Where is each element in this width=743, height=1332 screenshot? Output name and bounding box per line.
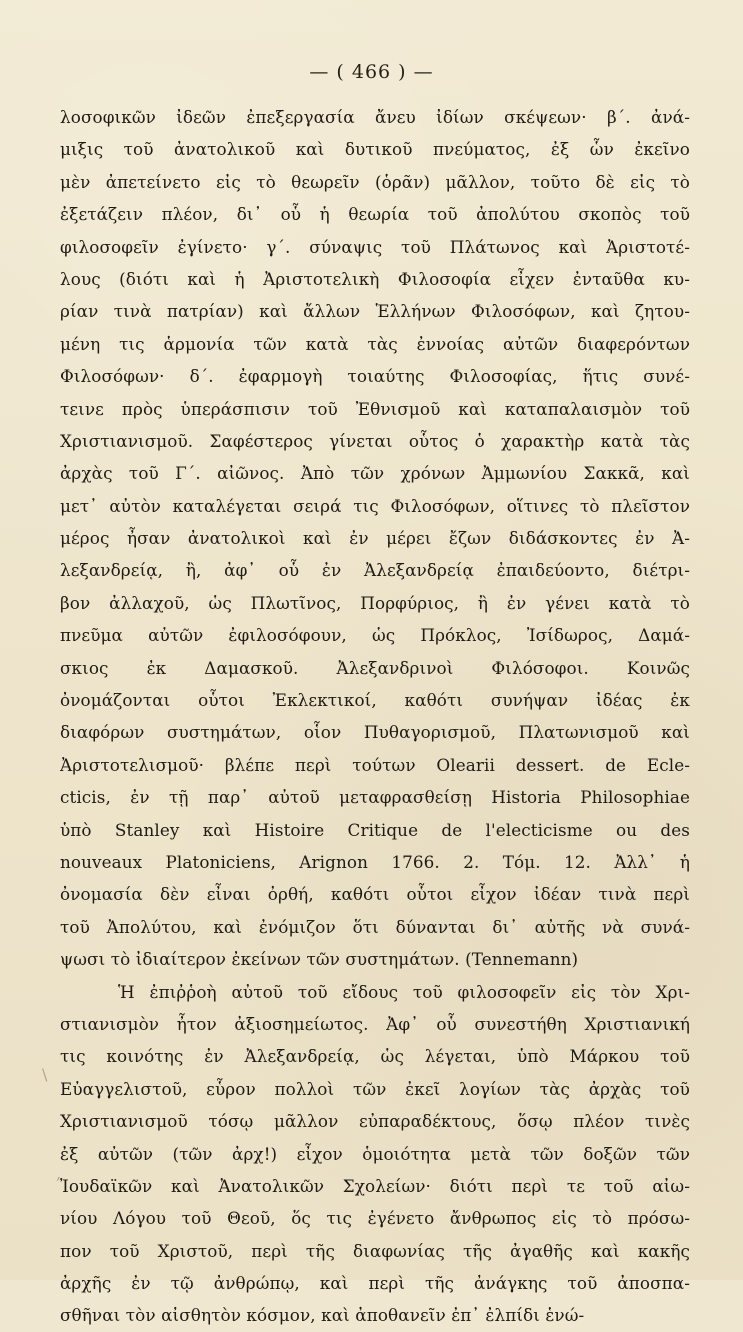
text-line-5: φιλοσοφεῖν ἐγίνετο· γ΄. σύναψις τοῦ Πλάτωνος καὶ Ἀριστοτέ- [60, 236, 690, 257]
text-line-26: τοῦ Ἀπολύτου, καὶ ἐνόμιζον ὅτι δύνανται δι᾽ αὐτῆς νὰ συνά- [60, 916, 690, 937]
text-line-12: ἀρχὰς τοῦ Γ΄. αἰῶνος. Ἀπὸ τῶν χρόνων Ἀμμωνίου Σακκᾶ, καὶ [60, 463, 690, 484]
text-line-38: σθῆναι τὸν αἰσθητὸν κόσμον, καὶ ἀποθανεῖν ἐπ᾽ ἐλπίδι ἑνώ- [60, 1305, 585, 1326]
body-text [60, 101, 690, 1332]
text-line-11: Χριστιανισμοῦ. Σαφέστερος γίνεται οὗτος ὁ χαρακτὴρ κατὰ τὰς [60, 430, 690, 451]
text-line-35: νίου Λόγου τοῦ Θεοῦ, ὅς τις ἐγένετο ἄνθρωπος εἰς τὸ πρόσω- [60, 1208, 690, 1229]
text-line-36: πον τοῦ Χριστοῦ, περὶ τῆς διαφωνίας τῆς ἀγαθῆς καὶ κακῆς [60, 1240, 690, 1261]
text-line-17: πνεῦμα αὐτῶν ἐφιλοσόφουν, ὡς Πρόκλος, Ἰσίδωρος, Δαμά- [60, 625, 690, 646]
margin-mark: \ [42, 1065, 48, 1084]
text-line-24: nouveaux Platoniciens, Arignon 1766. 2. Τόμ. 12. Ἀλλ᾽ ἡ [60, 851, 690, 872]
text-line-15: λεξανδρείᾳ, ἢ, ἀφ᾽ οὗ ἐν Ἀλεξανδρείᾳ ἐπαιδεύοντο, διέτρι- [60, 560, 690, 581]
text-line-8: μένη τις ἁρμονία τῶν κατὰ τὰς ἐννοίας αὐτῶν διαφερόντων [60, 333, 690, 354]
text-line-20: διαφόρων συστημάτων, οἷον Πυθαγορισμοῦ, Πλατωνισμοῦ καὶ [60, 722, 690, 743]
page-number-header: — ( 466 ) — [309, 61, 434, 83]
text-line-2: μιξις τοῦ ἀνατολικοῦ καὶ δυτικοῦ πνεύματος, ἐξ ὧν ἐκεῖνο [60, 139, 690, 160]
text-line-23: ὑπὸ Stanley καὶ Histoire Critique de l'electicisme ou des [60, 819, 690, 840]
margin-mark-2: , [56, 1164, 62, 1183]
text-line-34: Ἰουδαϊκῶν καὶ Ἀνατολικῶν Σχολείων· διότι περὶ τε τοῦ αἰω- [60, 1175, 690, 1196]
text-line-31: Εὐαγγελιστοῦ, εὗρον πολλοὶ τῶν ἐκεῖ λογίων τὰς ἀρχὰς τοῦ [60, 1078, 690, 1099]
text-line-3: μὲν ἀπετείνετο εἰς τὸ θεωρεῖν (ὁρᾶν) μᾶλλον, τοῦτο δὲ εἰς τὸ [60, 171, 690, 192]
text-line-33: ἐξ αὐτῶν (τῶν ἀρχ!) εἶχον ὁμοιότητα μετὰ τῶν δοξῶν τῶν [60, 1143, 690, 1164]
text-line-10: τεινε πρὸς ὑπεράσπισιν τοῦ Ἐθνισμοῦ καὶ καταπαλαισμὸν τοῦ [60, 398, 690, 419]
text-line-37: ἀρχῆς ἐν τῷ ἀνθρώπῳ, καὶ περὶ τῆς ἀνάγκης τοῦ ἀποσπα- [60, 1273, 690, 1294]
text-line-25: ὀνομασία δὲν εἶναι ὀρθή, καθότι οὗτοι εἶχον ἰδέαν τινὰ περὶ [60, 884, 690, 905]
text-line-19: ὀνομάζονται οὗτοι Ἐκλεκτικοί, καθότι συνήψαν ἰδέας ἐκ [60, 690, 690, 711]
text-line-7: ρίαν τινὰ πατρίαν) καὶ ἄλλων Ἑλλήνων Φιλοσόφων, καὶ ζητου- [60, 301, 690, 322]
text-line-14: μέρος ἦσαν ἀνατολικοὶ καὶ ἐν μέρει ἔζων διδάσκοντες ἐν Ἀ- [60, 528, 690, 549]
text-line-28: Ἡ ἐπιῤῥοὴ αὐτοῦ τοῦ εἴδους τοῦ φιλοσοφεῖν εἰς τὸν Χρι- [118, 981, 690, 1002]
text-line-4: ἐξετάζειν πλέον, δι᾽ οὗ ἡ θεωρία τοῦ ἀπολύτου σκοπὸς τοῦ [60, 204, 690, 225]
text-line-27: ψωσι τὸ ἰδιαίτερον ἐκείνων τῶν συστημάτων. (Tennemann) [60, 949, 579, 970]
text-line-22: cticis, ἐν τῇ παρ᾽ αὐτοῦ μεταφρασθείσῃ Historia Philosophiae [60, 787, 690, 808]
text-line-16: βον ἀλλαχοῦ, ὡς Πλωτῖνος, Πορφύριος, ἢ ἐν γένει κατὰ τὸ [60, 592, 690, 613]
text-line-32: Χριστιανισμοῦ τόσῳ μᾶλλον εὐπαραδέκτους, ὅσῳ πλέον τινὲς [60, 1111, 690, 1132]
text-line-6: λους (διότι καὶ ἡ Ἀριστοτελικὴ Φιλοσοφία εἶχεν ἐνταῦθα κυ- [60, 268, 690, 289]
text-line-9: Φιλοσόφων· δ΄. ἐφαρμογὴ τοιαύτης Φιλοσοφίας, ἥτις συνέ- [60, 366, 690, 387]
text-line-1: λοσοφικῶν ἰδεῶν ἐπεξεργασία ἄνευ ἰδίων σκέψεων· β΄. ἀνά- [60, 107, 690, 127]
text-line-13: μετ᾽ αὐτὸν καταλέγεται σειρά τις Φιλοσόφων, οἵτινες τὸ πλεῖστον [60, 495, 690, 516]
text-line-21: Ἀριστοτελισμοῦ· βλέπε περὶ τούτων Olearii dessert. de Ecle- [60, 754, 690, 775]
text-line-30: τις κοινότης ἐν Ἀλεξανδρείᾳ, ὡς λέγεται, ὑπὸ Μάρκου τοῦ [60, 1046, 690, 1067]
text-line-18: σκιος ἐκ Δαμασκοῦ. Ἀλεξανδρινοὶ Φιλόσοφοι. Κοινῶς [60, 657, 690, 678]
text-line-29: στιανισμὸν ἦτον ἀξιοσημείωτος. Ἀφ᾽ οὗ συνεστήθη Χριστιανική [60, 1013, 690, 1034]
